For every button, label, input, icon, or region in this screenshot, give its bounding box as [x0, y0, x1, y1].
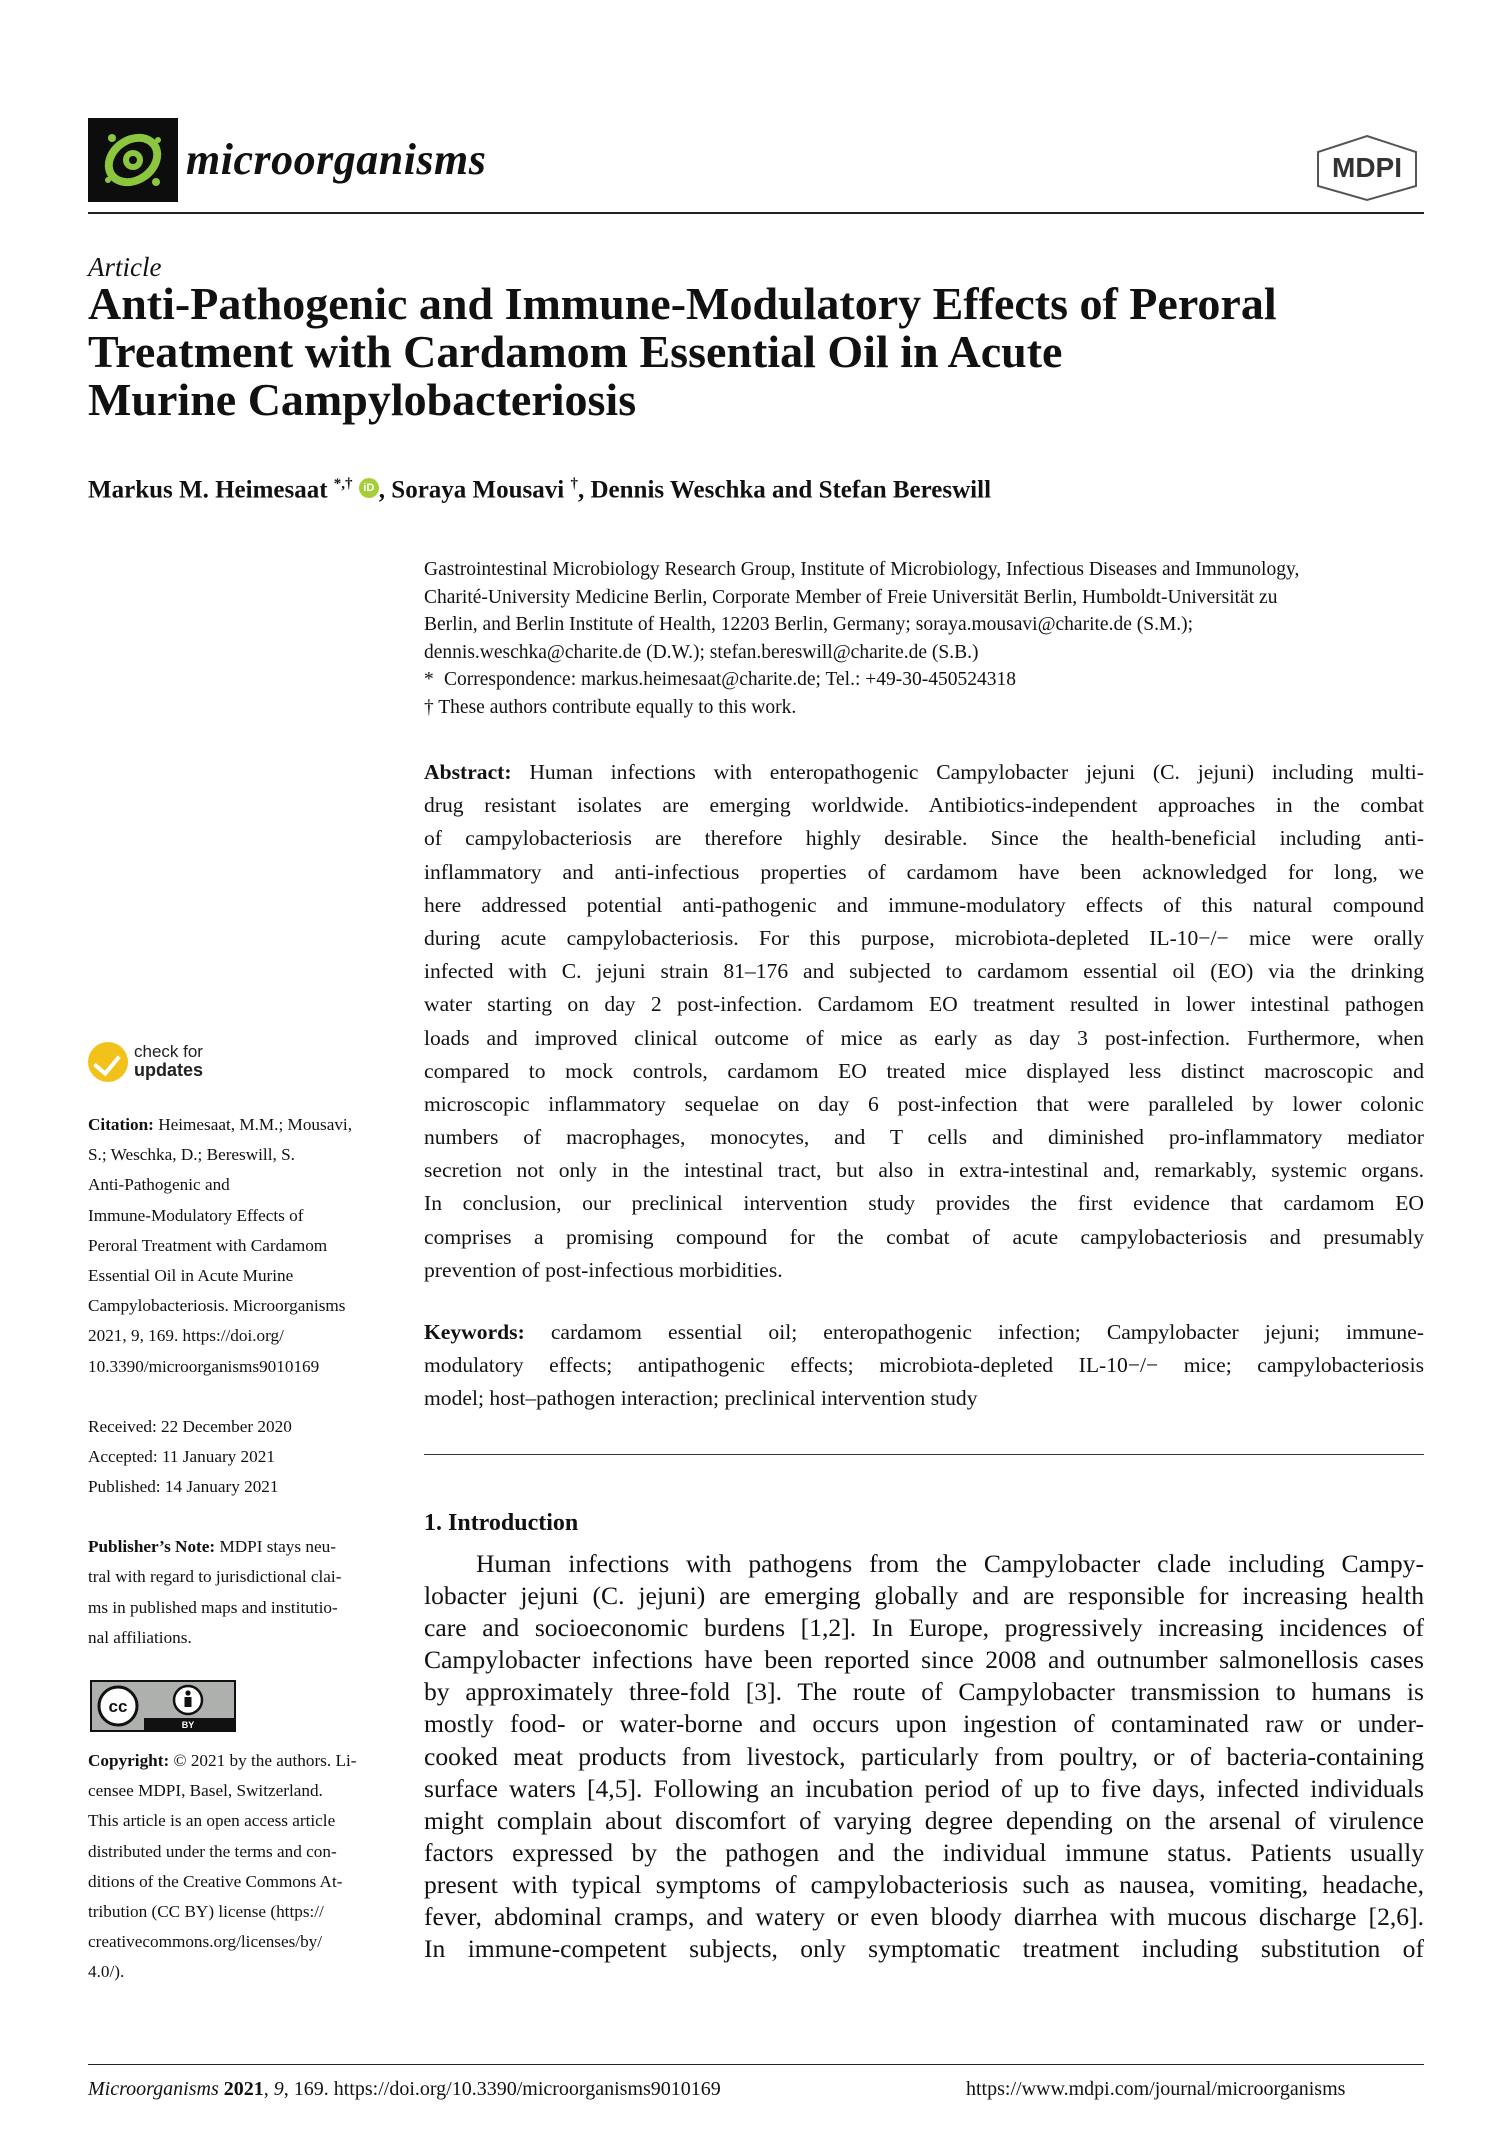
footer-volume: 9	[273, 2078, 284, 2100]
abstract-line: secretion not only in the intestinal tract, but also in extra-intestinal and, remarkably, systemic organs.	[424, 1158, 1424, 1183]
mdpi-logo	[1312, 132, 1422, 202]
accepted-date: Accepted: 11 January 2021	[88, 1446, 275, 1466]
copyright-line: 4.0/).	[88, 1962, 125, 1982]
keywords-line: modulatory effects; antipathogenic effects; microbiota-depleted IL-10−/− mice; campylobacteriosis	[424, 1353, 1424, 1378]
keywords-line: Keywords: cardamom essential oil; enteropathogenic infection; Campylobacter jejuni; immune-	[424, 1320, 1424, 1344]
introduction-body	[424, 1548, 1424, 1965]
correspondence	[424, 666, 1424, 694]
citation-label: Citation:	[88, 1115, 154, 1134]
keywords-line: model; host–pathogen interaction; preclinical intervention study	[424, 1386, 978, 1411]
abstract-line: compared to mock controls, cardamom EO treated mice displayed less distinct macroscopic and	[424, 1058, 1424, 1083]
intro-line: cooked meat products from livestock, particularly from poultry, or of bacteria-containing	[424, 1741, 1424, 1771]
citation-line: S.; Weschka, D.; Bereswill, S.	[88, 1145, 295, 1165]
intro-line: lobacter jejuni (C. jejuni) are emerging globally and are responsible for increasing health	[424, 1581, 1424, 1611]
abstract-line: In conclusion, our preclinical intervention study provides the first evidence that cardamom EO	[424, 1191, 1424, 1216]
intro-line: surface waters [4,5]. Following an incubation period of up to five days, infected individuals	[424, 1773, 1424, 1803]
intro-line: factors expressed by the pathogen and the individual immune status. Patients usually	[424, 1837, 1424, 1867]
check-updates-line: updates	[134, 1060, 204, 1080]
publisher-note-line: Publisher’s Note: MDPI stays neu-	[88, 1537, 336, 1557]
section-heading: 1. Introduction	[424, 1510, 579, 1536]
citation-line: Campylobacteriosis. Microorganisms	[88, 1296, 346, 1316]
citation-line: Peroral Treatment with Cardamom	[88, 1235, 328, 1255]
journal-name: microorganisms	[186, 135, 487, 184]
citation-line: Anti-Pathogenic and	[88, 1175, 230, 1195]
footer-citation[interactable]: Microorganisms 2021, 9, 169. https://doi.org/10.3390/microorganisms9010169	[88, 2078, 721, 2100]
title-line: Anti-Pathogenic and Immune-Modulatory Effects of Peroral	[88, 278, 1277, 329]
keywords	[424, 1316, 1424, 1416]
copyright-label: Copyright:	[88, 1751, 170, 1770]
abstract-line: prevention of post-infectious morbidities.	[424, 1257, 783, 1282]
intro-line: mostly food- or water-borne and occurs upon ingestion of contaminated raw or under-	[424, 1709, 1424, 1739]
cc-icon: cc	[108, 1697, 128, 1716]
abstract-line: Abstract: Human infections with enteropathogenic Campylobacter jejuni (C. jejuni) including multi-	[424, 760, 1424, 784]
equal-contribution-note: † These authors contribute equally to this work.	[424, 696, 797, 718]
citation-doi-link[interactable]: 10.3390/microorganisms9010169	[88, 1356, 320, 1376]
abstract-line: loads and improved clinical outcome of mice as early as day 3 post-infection. Furthermore, when	[424, 1025, 1424, 1050]
published-date: Published: 14 January 2021	[88, 1477, 279, 1497]
footer-doi[interactable]: , 169. https://doi.org/10.3390/microorganisms9010169	[283, 2078, 721, 2100]
orcid-icon[interactable]: iD	[359, 478, 379, 498]
copyright-line: This article is an open access article	[88, 1811, 336, 1831]
check-icon	[88, 1042, 128, 1082]
abstract-line: here addressed potential anti-pathogenic and immune-modulatory effects of this natural compound	[424, 892, 1424, 917]
citation-line: Citation: Heimesaat, M.M.; Mousavi,	[88, 1115, 353, 1134]
affiliation-line: Berlin, and Berlin Institute of Health, 12203 Berlin, Germany; soraya.mousavi@charite.de (S.M.);	[424, 614, 1194, 635]
intro-line: by approximately three-fold [3]. The route of Campylobacter transmission to humans is	[424, 1677, 1424, 1707]
received-date: Received: 22 December 2020	[88, 1416, 292, 1436]
publisher-note-label: Publisher’s Note:	[88, 1537, 216, 1557]
license-link[interactable]: creativecommons.org/licenses/by/	[88, 1932, 323, 1952]
copyright-line: censee MDPI, Basel, Switzerland.	[88, 1781, 323, 1801]
copyright-block	[88, 1746, 388, 1988]
sidebar	[88, 1110, 388, 1653]
keywords-label: Keywords:	[424, 1320, 525, 1344]
abstract-line: infected with C. jejuni strain 81–176 and subjected to cardamom essential oil (EO) via the drinking	[424, 959, 1424, 984]
affiliation-line: Gastrointestinal Microbiology Research Group, Institute of Microbiology, Infectious Diseases and Immunology,	[424, 559, 1300, 580]
check-updates-line: check for	[134, 1042, 203, 1061]
footer-journal-url[interactable]: https://www.mdpi.com/journal/microorganisms	[966, 2078, 1346, 2100]
microorganism-gear-icon	[88, 118, 178, 202]
affiliation-line: Charité-University Medicine Berlin, Corporate Member of Freie Universität Berlin, Humboldt-Universität zu	[424, 586, 1278, 608]
intro-line: care and socioeconomic burdens [1,2]. In Europe, progressively increasing incidences of	[424, 1613, 1424, 1643]
affiliation-block	[424, 556, 1424, 721]
citation-line: Essential Oil in Acute Murine	[88, 1265, 294, 1285]
author-name[interactable]: Markus M. Heimesaat	[88, 476, 328, 504]
abstract-line: during acute campylobacteriosis. For this purpose, microbiota-depleted IL-10−/− mice were orally	[424, 925, 1424, 950]
publisher-note-line: ms in published maps and institutio-	[88, 1597, 338, 1617]
mdpi-logo-text: MDPI	[1332, 152, 1402, 183]
abstract-label: Abstract:	[424, 760, 512, 784]
copyright-line: tribution (CC BY) license (https://	[88, 1901, 324, 1921]
citation-line: 2021, 9, 169. https://doi.org/	[88, 1326, 284, 1346]
header-divider	[88, 212, 1424, 214]
intro-line: Campylobacter infections have been reported since 2008 and outnumber salmonellosis cases	[424, 1645, 1424, 1675]
by-icon: BY	[181, 1720, 195, 1730]
footer-divider	[88, 2064, 1424, 2065]
intro-line: Human infections with pathogens from the Campylobacter clade including Campy-	[476, 1549, 1424, 1578]
intro-line: In immune-competent subjects, only symptomatic treatment including substitution of	[424, 1934, 1424, 1964]
article-title	[88, 280, 1388, 424]
footer-year: 2021	[223, 2078, 264, 2100]
cc-by-license-badge[interactable]	[90, 1680, 236, 1732]
author-list	[88, 476, 991, 504]
author-name[interactable]: , Dennis Weschka and Stefan Bereswill	[577, 476, 992, 504]
publisher-note-line: tral with regard to jurisdictional clai-	[88, 1567, 342, 1587]
abstract	[424, 756, 1424, 1287]
abstract-line: comprises a promising compound for the combat of acute campylobacteriosis and presumably	[424, 1224, 1424, 1249]
citation-line: Immune-Modulatory Effects of	[88, 1205, 304, 1225]
author-name[interactable]: , Soraya Mousavi	[378, 476, 565, 504]
correspondence-text[interactable]: Correspondence: markus.heimesaat@charite.de; Tel.: +49-30-450524318	[444, 669, 1016, 690]
intro-line: present with typical symptoms of campylobacteriosis such as nausea, vomiting, headache,	[424, 1869, 1424, 1899]
publisher-note-line: nal affiliations.	[88, 1627, 192, 1647]
journal-logo	[88, 118, 178, 202]
title-line: Murine Campylobacteriosis	[88, 374, 637, 425]
footer-journal: Microorganisms	[88, 2078, 219, 2100]
copyright-line: ditions of the Creative Commons At-	[88, 1871, 343, 1891]
abstract-line: drug resistant isolates are emerging worldwide. Antibiotics-independent approaches in the combat	[424, 793, 1424, 818]
abstract-line: of campylobacteriosis are therefore highly desirable. Since the health-beneficial including anti-	[424, 826, 1424, 851]
copyright-line: distributed under the terms and con-	[88, 1841, 337, 1861]
title-line: Treatment with Cardamom Essential Oil in Acute	[88, 326, 1063, 377]
intro-line: might complain about discomfort of varying degree depending on the arsenal of virulence	[424, 1805, 1424, 1835]
abstract-line: inflammatory and anti-infectious properties of cardamom have been acknowledged for long, we	[424, 859, 1424, 884]
check-for-updates-button[interactable]	[88, 1040, 248, 1090]
abstract-line: microscopic inflammatory sequelae on day 6 post-infection that were paralleled by lower colonic	[424, 1091, 1424, 1116]
intro-line: fever, abdominal cramps, and watery or even bloody diarrhea with mucous discharge [2,6].	[424, 1902, 1424, 1932]
copyright-line: Copyright: © 2021 by the authors. Li-	[88, 1751, 357, 1770]
affiliation-line: dennis.weschka@charite.de (D.W.); stefan.bereswill@charite.de (S.B.)	[424, 641, 979, 663]
abstract-line: water starting on day 2 post-infection. Cardamom EO treatment resulted in lower intestinal pathogen	[424, 992, 1424, 1017]
section-divider	[424, 1454, 1424, 1455]
author-marks: †	[570, 476, 578, 492]
article-type: Article	[88, 252, 162, 282]
author-marks: *,†	[333, 476, 353, 492]
correspondence-mark: *	[424, 669, 434, 690]
abstract-line: numbers of macrophages, monocytes, and T cells and diminished pro-inflammatory mediator	[424, 1125, 1424, 1150]
